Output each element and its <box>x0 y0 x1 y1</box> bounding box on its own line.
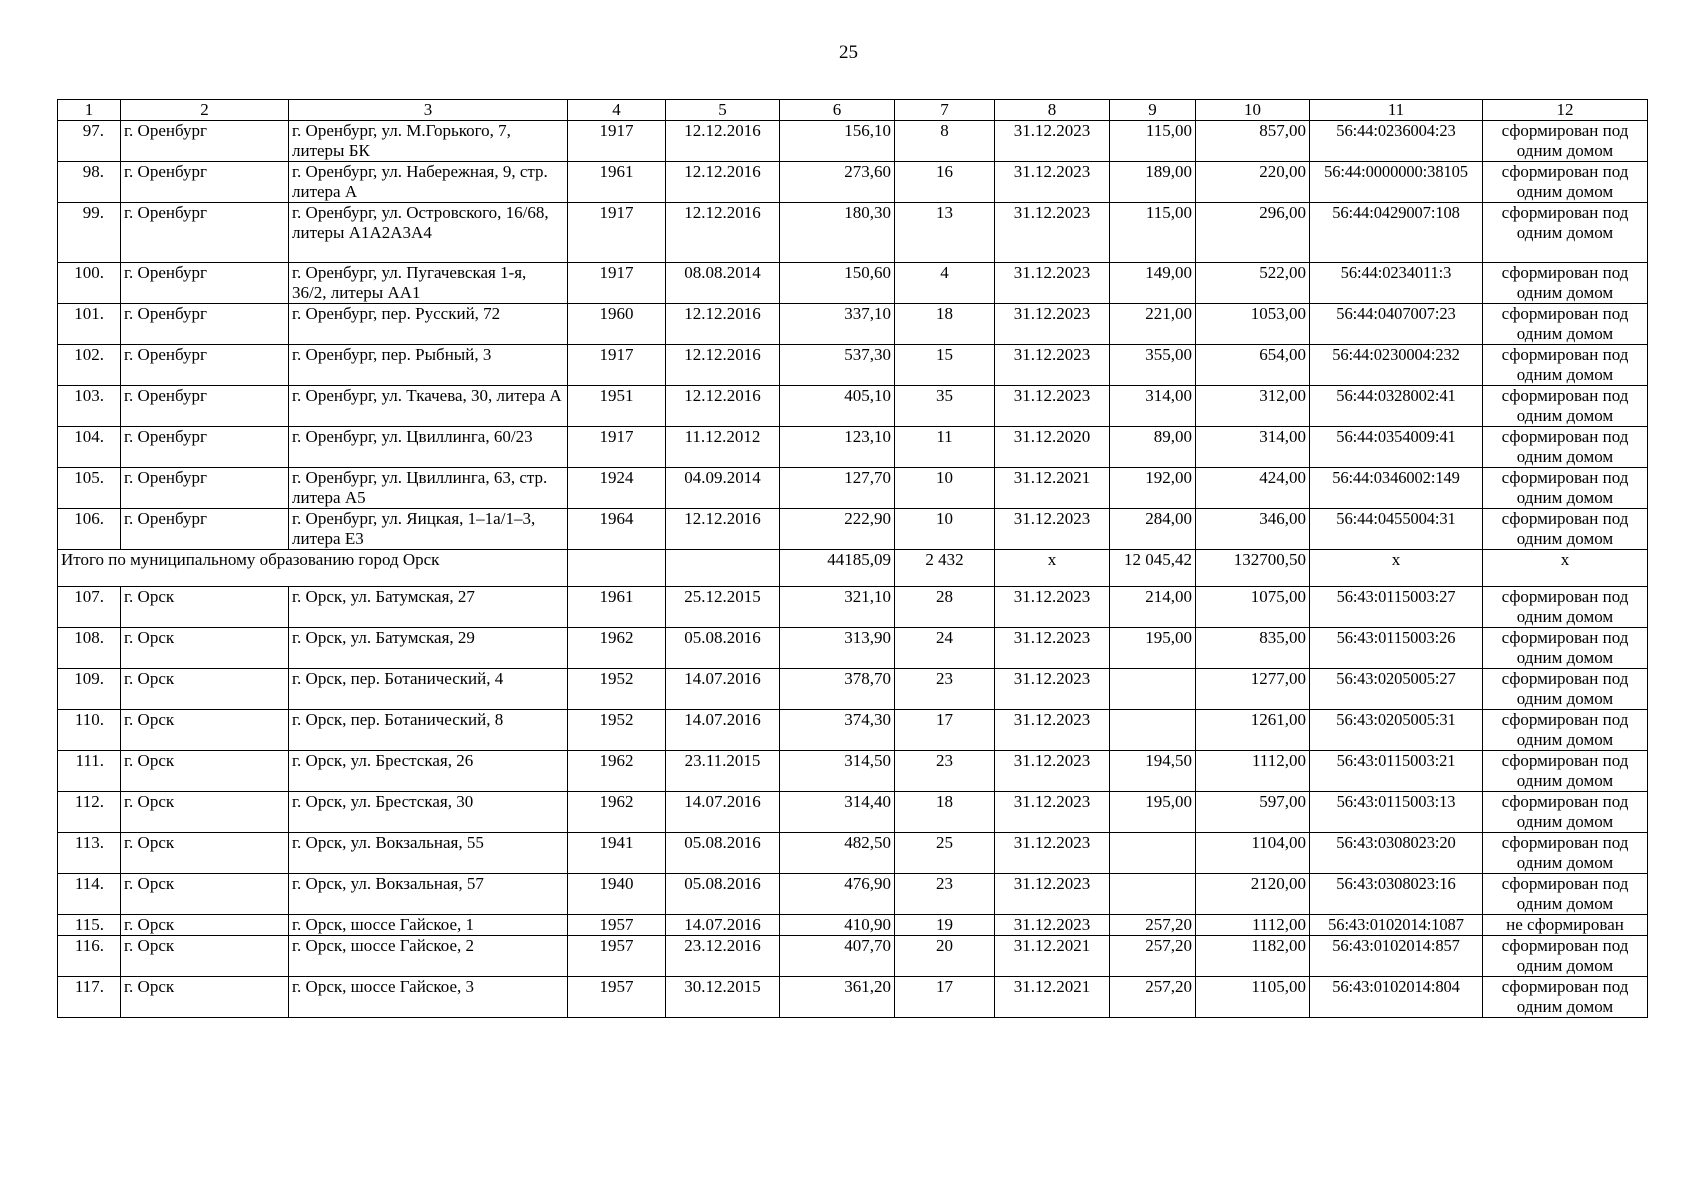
row-number-cell: 110. <box>58 710 121 751</box>
resettlement-deadline-cell: 31.12.2023 <box>995 915 1110 936</box>
table-row <box>58 345 1648 386</box>
build-year-cell: 1951 <box>568 386 666 427</box>
land-area-cell: 189,00 <box>1110 162 1196 203</box>
resettlement-deadline-cell: 31.12.2023 <box>995 751 1110 792</box>
residents-cell: 15 <box>895 345 995 386</box>
address-cell: г. Оренбург, ул. Ткачева, 30, литера А <box>289 386 568 427</box>
recognition-date-cell: 12.12.2016 <box>666 304 780 345</box>
row-number-cell: 116. <box>58 936 121 977</box>
area-cell: 314,40 <box>780 792 895 833</box>
resettlement-deadline-cell: 31.12.2023 <box>995 710 1110 751</box>
plot-status-cell: сформирован под одним домом <box>1483 386 1648 427</box>
address-cell: г. Оренбург, ул. Пугачевская 1-я, 36/2, литеры АА1 <box>289 263 568 304</box>
table-row <box>58 874 1648 915</box>
municipality-cell: г. Оренбург <box>121 509 289 550</box>
resettlement-deadline-cell: 31.12.2023 <box>995 304 1110 345</box>
table-row <box>58 162 1648 203</box>
area-cell: 313,90 <box>780 628 895 669</box>
land-area-cell <box>1110 874 1196 915</box>
plot-status-cell: сформирован под одним домом <box>1483 628 1648 669</box>
land-area-cell: 214,00 <box>1110 587 1196 628</box>
cadastral-number-cell: 56:43:0308023:20 <box>1310 833 1483 874</box>
table-row <box>58 915 1648 936</box>
table-row <box>58 792 1648 833</box>
area-cell: 405,10 <box>780 386 895 427</box>
recognition-date-cell: 05.08.2016 <box>666 874 780 915</box>
column-number-7: 7 <box>895 100 995 121</box>
residents-cell: 23 <box>895 874 995 915</box>
municipality-cell: г. Оренбург <box>121 386 289 427</box>
area-cell: 180,30 <box>780 203 895 263</box>
municipality-cell: г. Оренбург <box>121 345 289 386</box>
area-cell: 123,10 <box>780 427 895 468</box>
land-area-cell: 192,00 <box>1110 468 1196 509</box>
land-area-cell: 115,00 <box>1110 121 1196 162</box>
resettlement-deadline-cell: 31.12.2023 <box>995 121 1110 162</box>
subtotal-area: 44185,09 <box>780 550 895 587</box>
land-plot-area-cell: 346,00 <box>1196 509 1310 550</box>
recognition-date-cell: 11.12.2012 <box>666 427 780 468</box>
residents-cell: 35 <box>895 386 995 427</box>
table-row <box>58 587 1648 628</box>
resettlement-deadline-cell: 31.12.2023 <box>995 263 1110 304</box>
column-number-6: 6 <box>780 100 895 121</box>
table-row <box>58 977 1648 1018</box>
address-cell: г. Оренбург, пер. Рыбный, 3 <box>289 345 568 386</box>
plot-status-cell: сформирован под одним домом <box>1483 304 1648 345</box>
cadastral-number-cell: 56:43:0115003:21 <box>1310 751 1483 792</box>
build-year-cell: 1917 <box>568 427 666 468</box>
row-number-cell: 106. <box>58 509 121 550</box>
table-row <box>58 203 1648 263</box>
column-number-2: 2 <box>121 100 289 121</box>
recognition-date-cell: 12.12.2016 <box>666 509 780 550</box>
cadastral-number-cell: 56:43:0102014:1087 <box>1310 915 1483 936</box>
address-cell: г. Орск, ул. Батумская, 29 <box>289 628 568 669</box>
table-row <box>58 427 1648 468</box>
municipality-cell: г. Орск <box>121 587 289 628</box>
recognition-date-cell: 05.08.2016 <box>666 833 780 874</box>
cadastral-number-cell: 56:44:0000000:38105 <box>1310 162 1483 203</box>
column-number-1: 1 <box>58 100 121 121</box>
housing-register-table <box>57 99 1648 1018</box>
area-cell: 156,10 <box>780 121 895 162</box>
recognition-date-cell: 23.12.2016 <box>666 936 780 977</box>
build-year-cell: 1962 <box>568 751 666 792</box>
recognition-date-cell: 12.12.2016 <box>666 345 780 386</box>
address-cell: г. Орск, пер. Ботанический, 4 <box>289 669 568 710</box>
municipality-cell: г. Оренбург <box>121 162 289 203</box>
address-cell: г. Оренбург, ул. Набережная, 9, стр. литера А <box>289 162 568 203</box>
subtotal-label: Итого по муниципальному образованию город Орск <box>58 550 568 587</box>
municipality-cell: г. Орск <box>121 915 289 936</box>
municipality-cell: г. Орск <box>121 874 289 915</box>
land-plot-area-cell: 1277,00 <box>1196 669 1310 710</box>
area-cell: 337,10 <box>780 304 895 345</box>
land-plot-area-cell: 2120,00 <box>1196 874 1310 915</box>
plot-status-cell: сформирован под одним домом <box>1483 792 1648 833</box>
table-row <box>58 386 1648 427</box>
address-cell: г. Оренбург, ул. Островского, 16/68, литеры А1А2А3А4 <box>289 203 568 263</box>
cadastral-number-cell: 56:43:0115003:26 <box>1310 628 1483 669</box>
municipality-cell: г. Орск <box>121 977 289 1018</box>
build-year-cell: 1952 <box>568 710 666 751</box>
land-area-cell: 149,00 <box>1110 263 1196 304</box>
municipality-cell: г. Оренбург <box>121 468 289 509</box>
build-year-cell: 1964 <box>568 509 666 550</box>
municipality-cell: г. Орск <box>121 936 289 977</box>
recognition-date-cell: 12.12.2016 <box>666 162 780 203</box>
address-cell: г. Орск, ул. Батумская, 27 <box>289 587 568 628</box>
table-row <box>58 936 1648 977</box>
municipality-cell: г. Оренбург <box>121 121 289 162</box>
build-year-cell: 1960 <box>568 304 666 345</box>
cadastral-number-cell: 56:44:0236004:23 <box>1310 121 1483 162</box>
cadastral-number-cell: 56:43:0205005:27 <box>1310 669 1483 710</box>
area-cell: 361,20 <box>780 977 895 1018</box>
plot-status-cell: сформирован под одним домом <box>1483 751 1648 792</box>
address-cell: г. Орск, ул. Брестская, 30 <box>289 792 568 833</box>
land-plot-area-cell: 835,00 <box>1196 628 1310 669</box>
recognition-date-cell: 14.07.2016 <box>666 669 780 710</box>
land-plot-area-cell: 296,00 <box>1196 203 1310 263</box>
row-number-cell: 105. <box>58 468 121 509</box>
land-area-cell: 221,00 <box>1110 304 1196 345</box>
table-row <box>58 628 1648 669</box>
residents-cell: 11 <box>895 427 995 468</box>
recognition-date-cell: 23.11.2015 <box>666 751 780 792</box>
address-cell: г. Оренбург, пер. Русский, 72 <box>289 304 568 345</box>
address-cell: г. Орск, шоссе Гайское, 3 <box>289 977 568 1018</box>
recognition-date-cell: 04.09.2014 <box>666 468 780 509</box>
area-cell: 150,60 <box>780 263 895 304</box>
subtotal-row <box>58 550 1648 587</box>
address-cell: г. Оренбург, ул. М.Горького, 7, литеры БК <box>289 121 568 162</box>
resettlement-deadline-cell: 31.12.2023 <box>995 833 1110 874</box>
address-cell: г. Оренбург, ул. Цвиллинга, 63, стр. литера А5 <box>289 468 568 509</box>
row-number-cell: 99. <box>58 203 121 263</box>
plot-status-cell: сформирован под одним домом <box>1483 468 1648 509</box>
subtotal-residents: 2 432 <box>895 550 995 587</box>
land-plot-area-cell: 1053,00 <box>1196 304 1310 345</box>
table-row <box>58 833 1648 874</box>
land-area-cell: 257,20 <box>1110 936 1196 977</box>
plot-status-cell: сформирован под одним домом <box>1483 509 1648 550</box>
land-plot-area-cell: 522,00 <box>1196 263 1310 304</box>
land-area-cell <box>1110 710 1196 751</box>
build-year-cell: 1952 <box>568 669 666 710</box>
residents-cell: 10 <box>895 509 995 550</box>
land-plot-area-cell: 1182,00 <box>1196 936 1310 977</box>
municipality-cell: г. Орск <box>121 710 289 751</box>
resettlement-deadline-cell: 31.12.2021 <box>995 977 1110 1018</box>
area-cell: 321,10 <box>780 587 895 628</box>
build-year-cell: 1961 <box>568 587 666 628</box>
table-row <box>58 751 1648 792</box>
land-area-cell: 284,00 <box>1110 509 1196 550</box>
empty-cell <box>568 550 666 587</box>
plot-status-cell: сформирован под одним домом <box>1483 669 1648 710</box>
subtotal-land-plot-area: 132700,50 <box>1196 550 1310 587</box>
plot-status-cell: сформирован под одним домом <box>1483 936 1648 977</box>
land-plot-area-cell: 1104,00 <box>1196 833 1310 874</box>
municipality-cell: г. Орск <box>121 751 289 792</box>
plot-status-cell: сформирован под одним домом <box>1483 121 1648 162</box>
table-row <box>58 263 1648 304</box>
cadastral-number-cell: 56:44:0429007:108 <box>1310 203 1483 263</box>
land-plot-area-cell: 1261,00 <box>1196 710 1310 751</box>
subtotal-deadline: х <box>995 550 1110 587</box>
table-row <box>58 121 1648 162</box>
residents-cell: 18 <box>895 304 995 345</box>
resettlement-deadline-cell: 31.12.2021 <box>995 468 1110 509</box>
area-cell: 222,90 <box>780 509 895 550</box>
build-year-cell: 1917 <box>568 121 666 162</box>
plot-status-cell: сформирован под одним домом <box>1483 162 1648 203</box>
row-number-cell: 117. <box>58 977 121 1018</box>
municipality-cell: г. Оренбург <box>121 263 289 304</box>
residents-cell: 16 <box>895 162 995 203</box>
resettlement-deadline-cell: 31.12.2023 <box>995 162 1110 203</box>
address-cell: г. Орск, шоссе Гайское, 1 <box>289 915 568 936</box>
resettlement-deadline-cell: 31.12.2023 <box>995 792 1110 833</box>
recognition-date-cell: 30.12.2015 <box>666 977 780 1018</box>
residents-cell: 17 <box>895 977 995 1018</box>
residents-cell: 24 <box>895 628 995 669</box>
build-year-cell: 1924 <box>568 468 666 509</box>
row-number-cell: 102. <box>58 345 121 386</box>
area-cell: 537,30 <box>780 345 895 386</box>
build-year-cell: 1917 <box>568 203 666 263</box>
column-number-10: 10 <box>1196 100 1310 121</box>
address-cell: г. Оренбург, ул. Яицкая, 1–1а/1–3, литера Е3 <box>289 509 568 550</box>
land-area-cell: 257,20 <box>1110 915 1196 936</box>
row-number-cell: 115. <box>58 915 121 936</box>
plot-status-cell: сформирован под одним домом <box>1483 587 1648 628</box>
build-year-cell: 1962 <box>568 792 666 833</box>
column-number-11: 11 <box>1310 100 1483 121</box>
land-area-cell: 194,50 <box>1110 751 1196 792</box>
plot-status-cell: сформирован под одним домом <box>1483 203 1648 263</box>
land-area-cell <box>1110 833 1196 874</box>
row-number-cell: 97. <box>58 121 121 162</box>
resettlement-deadline-cell: 31.12.2021 <box>995 936 1110 977</box>
recognition-date-cell: 12.12.2016 <box>666 386 780 427</box>
cadastral-number-cell: 56:43:0205005:31 <box>1310 710 1483 751</box>
recognition-date-cell: 08.08.2014 <box>666 263 780 304</box>
land-area-cell: 89,00 <box>1110 427 1196 468</box>
cadastral-number-cell: 56:43:0102014:804 <box>1310 977 1483 1018</box>
residents-cell: 18 <box>895 792 995 833</box>
recognition-date-cell: 14.07.2016 <box>666 710 780 751</box>
column-number-8: 8 <box>995 100 1110 121</box>
recognition-date-cell: 12.12.2016 <box>666 203 780 263</box>
municipality-cell: г. Оренбург <box>121 427 289 468</box>
build-year-cell: 1941 <box>568 833 666 874</box>
area-cell: 314,50 <box>780 751 895 792</box>
row-number-cell: 112. <box>58 792 121 833</box>
recognition-date-cell: 14.07.2016 <box>666 792 780 833</box>
land-area-cell: 355,00 <box>1110 345 1196 386</box>
address-cell: г. Орск, ул. Брестская, 26 <box>289 751 568 792</box>
build-year-cell: 1961 <box>568 162 666 203</box>
build-year-cell: 1917 <box>568 345 666 386</box>
plot-status-cell: сформирован под одним домом <box>1483 345 1648 386</box>
row-number-cell: 113. <box>58 833 121 874</box>
resettlement-deadline-cell: 31.12.2023 <box>995 669 1110 710</box>
resettlement-deadline-cell: 31.12.2023 <box>995 386 1110 427</box>
plot-status-cell: сформирован под одним домом <box>1483 263 1648 304</box>
row-number-cell: 114. <box>58 874 121 915</box>
area-cell: 482,50 <box>780 833 895 874</box>
build-year-cell: 1940 <box>568 874 666 915</box>
residents-cell: 20 <box>895 936 995 977</box>
resettlement-deadline-cell: 31.12.2023 <box>995 203 1110 263</box>
resettlement-deadline-cell: 31.12.2023 <box>995 628 1110 669</box>
recognition-date-cell: 05.08.2016 <box>666 628 780 669</box>
cadastral-number-cell: 56:44:0328002:41 <box>1310 386 1483 427</box>
recognition-date-cell: 25.12.2015 <box>666 587 780 628</box>
table-row <box>58 468 1648 509</box>
table-row <box>58 304 1648 345</box>
build-year-cell: 1957 <box>568 915 666 936</box>
land-plot-area-cell: 857,00 <box>1196 121 1310 162</box>
residents-cell: 17 <box>895 710 995 751</box>
residents-cell: 13 <box>895 203 995 263</box>
cadastral-number-cell: 56:43:0102014:857 <box>1310 936 1483 977</box>
address-cell: г. Орск, пер. Ботанический, 8 <box>289 710 568 751</box>
cadastral-number-cell: 56:43:0115003:27 <box>1310 587 1483 628</box>
land-plot-area-cell: 220,00 <box>1196 162 1310 203</box>
municipality-cell: г. Орск <box>121 792 289 833</box>
resettlement-deadline-cell: 31.12.2023 <box>995 874 1110 915</box>
land-plot-area-cell: 1112,00 <box>1196 751 1310 792</box>
address-cell: г. Оренбург, ул. Цвиллинга, 60/23 <box>289 427 568 468</box>
resettlement-deadline-cell: 31.12.2023 <box>995 345 1110 386</box>
resettlement-deadline-cell: 31.12.2023 <box>995 587 1110 628</box>
residents-cell: 4 <box>895 263 995 304</box>
column-number-12: 12 <box>1483 100 1648 121</box>
land-plot-area-cell: 314,00 <box>1196 427 1310 468</box>
land-area-cell: 314,00 <box>1110 386 1196 427</box>
table-row <box>58 669 1648 710</box>
row-number-cell: 104. <box>58 427 121 468</box>
land-plot-area-cell: 1105,00 <box>1196 977 1310 1018</box>
column-number-5: 5 <box>666 100 780 121</box>
row-number-cell: 103. <box>58 386 121 427</box>
area-cell: 374,30 <box>780 710 895 751</box>
municipality-cell: г. Оренбург <box>121 304 289 345</box>
column-number-4: 4 <box>568 100 666 121</box>
cadastral-number-cell: 56:44:0407007:23 <box>1310 304 1483 345</box>
land-plot-area-cell: 312,00 <box>1196 386 1310 427</box>
land-plot-area-cell: 1075,00 <box>1196 587 1310 628</box>
build-year-cell: 1957 <box>568 936 666 977</box>
cadastral-number-cell: 56:44:0455004:31 <box>1310 509 1483 550</box>
subtotal-land-area: 12 045,42 <box>1110 550 1196 587</box>
cadastral-number-cell: 56:44:0230004:232 <box>1310 345 1483 386</box>
plot-status-cell: сформирован под одним домом <box>1483 710 1648 751</box>
plot-status-cell: не сформирован <box>1483 915 1648 936</box>
table-row <box>58 509 1648 550</box>
table-row <box>58 710 1648 751</box>
residents-cell: 28 <box>895 587 995 628</box>
recognition-date-cell: 14.07.2016 <box>666 915 780 936</box>
land-area-cell: 195,00 <box>1110 792 1196 833</box>
residents-cell: 25 <box>895 833 995 874</box>
build-year-cell: 1962 <box>568 628 666 669</box>
plot-status-cell: сформирован под одним домом <box>1483 977 1648 1018</box>
address-cell: г. Орск, ул. Вокзальная, 55 <box>289 833 568 874</box>
cadastral-number-cell: 56:44:0346002:149 <box>1310 468 1483 509</box>
row-number-cell: 98. <box>58 162 121 203</box>
row-number-cell: 108. <box>58 628 121 669</box>
land-plot-area-cell: 597,00 <box>1196 792 1310 833</box>
land-plot-area-cell: 654,00 <box>1196 345 1310 386</box>
recognition-date-cell: 12.12.2016 <box>666 121 780 162</box>
area-cell: 273,60 <box>780 162 895 203</box>
municipality-cell: г. Орск <box>121 669 289 710</box>
area-cell: 410,90 <box>780 915 895 936</box>
row-number-cell: 101. <box>58 304 121 345</box>
build-year-cell: 1957 <box>568 977 666 1018</box>
land-area-cell: 195,00 <box>1110 628 1196 669</box>
row-number-cell: 107. <box>58 587 121 628</box>
row-number-cell: 100. <box>58 263 121 304</box>
cadastral-number-cell: 56:44:0354009:41 <box>1310 427 1483 468</box>
address-cell: г. Орск, шоссе Гайское, 2 <box>289 936 568 977</box>
municipality-cell: г. Оренбург <box>121 203 289 263</box>
row-number-cell: 109. <box>58 669 121 710</box>
empty-cell <box>666 550 780 587</box>
resettlement-deadline-cell: 31.12.2020 <box>995 427 1110 468</box>
residents-cell: 23 <box>895 669 995 710</box>
subtotal-cadastral: х <box>1310 550 1483 587</box>
address-cell: г. Орск, ул. Вокзальная, 57 <box>289 874 568 915</box>
page-number: 25 <box>839 42 858 63</box>
cadastral-number-cell: 56:43:0308023:16 <box>1310 874 1483 915</box>
residents-cell: 8 <box>895 121 995 162</box>
cadastral-number-cell: 56:44:0234011:3 <box>1310 263 1483 304</box>
land-area-cell: 115,00 <box>1110 203 1196 263</box>
column-number-9: 9 <box>1110 100 1196 121</box>
area-cell: 378,70 <box>780 669 895 710</box>
cadastral-number-cell: 56:43:0115003:13 <box>1310 792 1483 833</box>
resettlement-deadline-cell: 31.12.2023 <box>995 509 1110 550</box>
residents-cell: 10 <box>895 468 995 509</box>
plot-status-cell: сформирован под одним домом <box>1483 427 1648 468</box>
area-cell: 407,70 <box>780 936 895 977</box>
subtotal-status: х <box>1483 550 1648 587</box>
municipality-cell: г. Орск <box>121 628 289 669</box>
plot-status-cell: сформирован под одним домом <box>1483 833 1648 874</box>
column-number-3: 3 <box>289 100 568 121</box>
area-cell: 476,90 <box>780 874 895 915</box>
residents-cell: 23 <box>895 751 995 792</box>
land-plot-area-cell: 424,00 <box>1196 468 1310 509</box>
plot-status-cell: сформирован под одним домом <box>1483 874 1648 915</box>
land-area-cell: 257,20 <box>1110 977 1196 1018</box>
build-year-cell: 1917 <box>568 263 666 304</box>
residents-cell: 19 <box>895 915 995 936</box>
land-area-cell <box>1110 669 1196 710</box>
municipality-cell: г. Орск <box>121 833 289 874</box>
column-number-row <box>58 100 1648 121</box>
row-number-cell: 111. <box>58 751 121 792</box>
area-cell: 127,70 <box>780 468 895 509</box>
land-plot-area-cell: 1112,00 <box>1196 915 1310 936</box>
